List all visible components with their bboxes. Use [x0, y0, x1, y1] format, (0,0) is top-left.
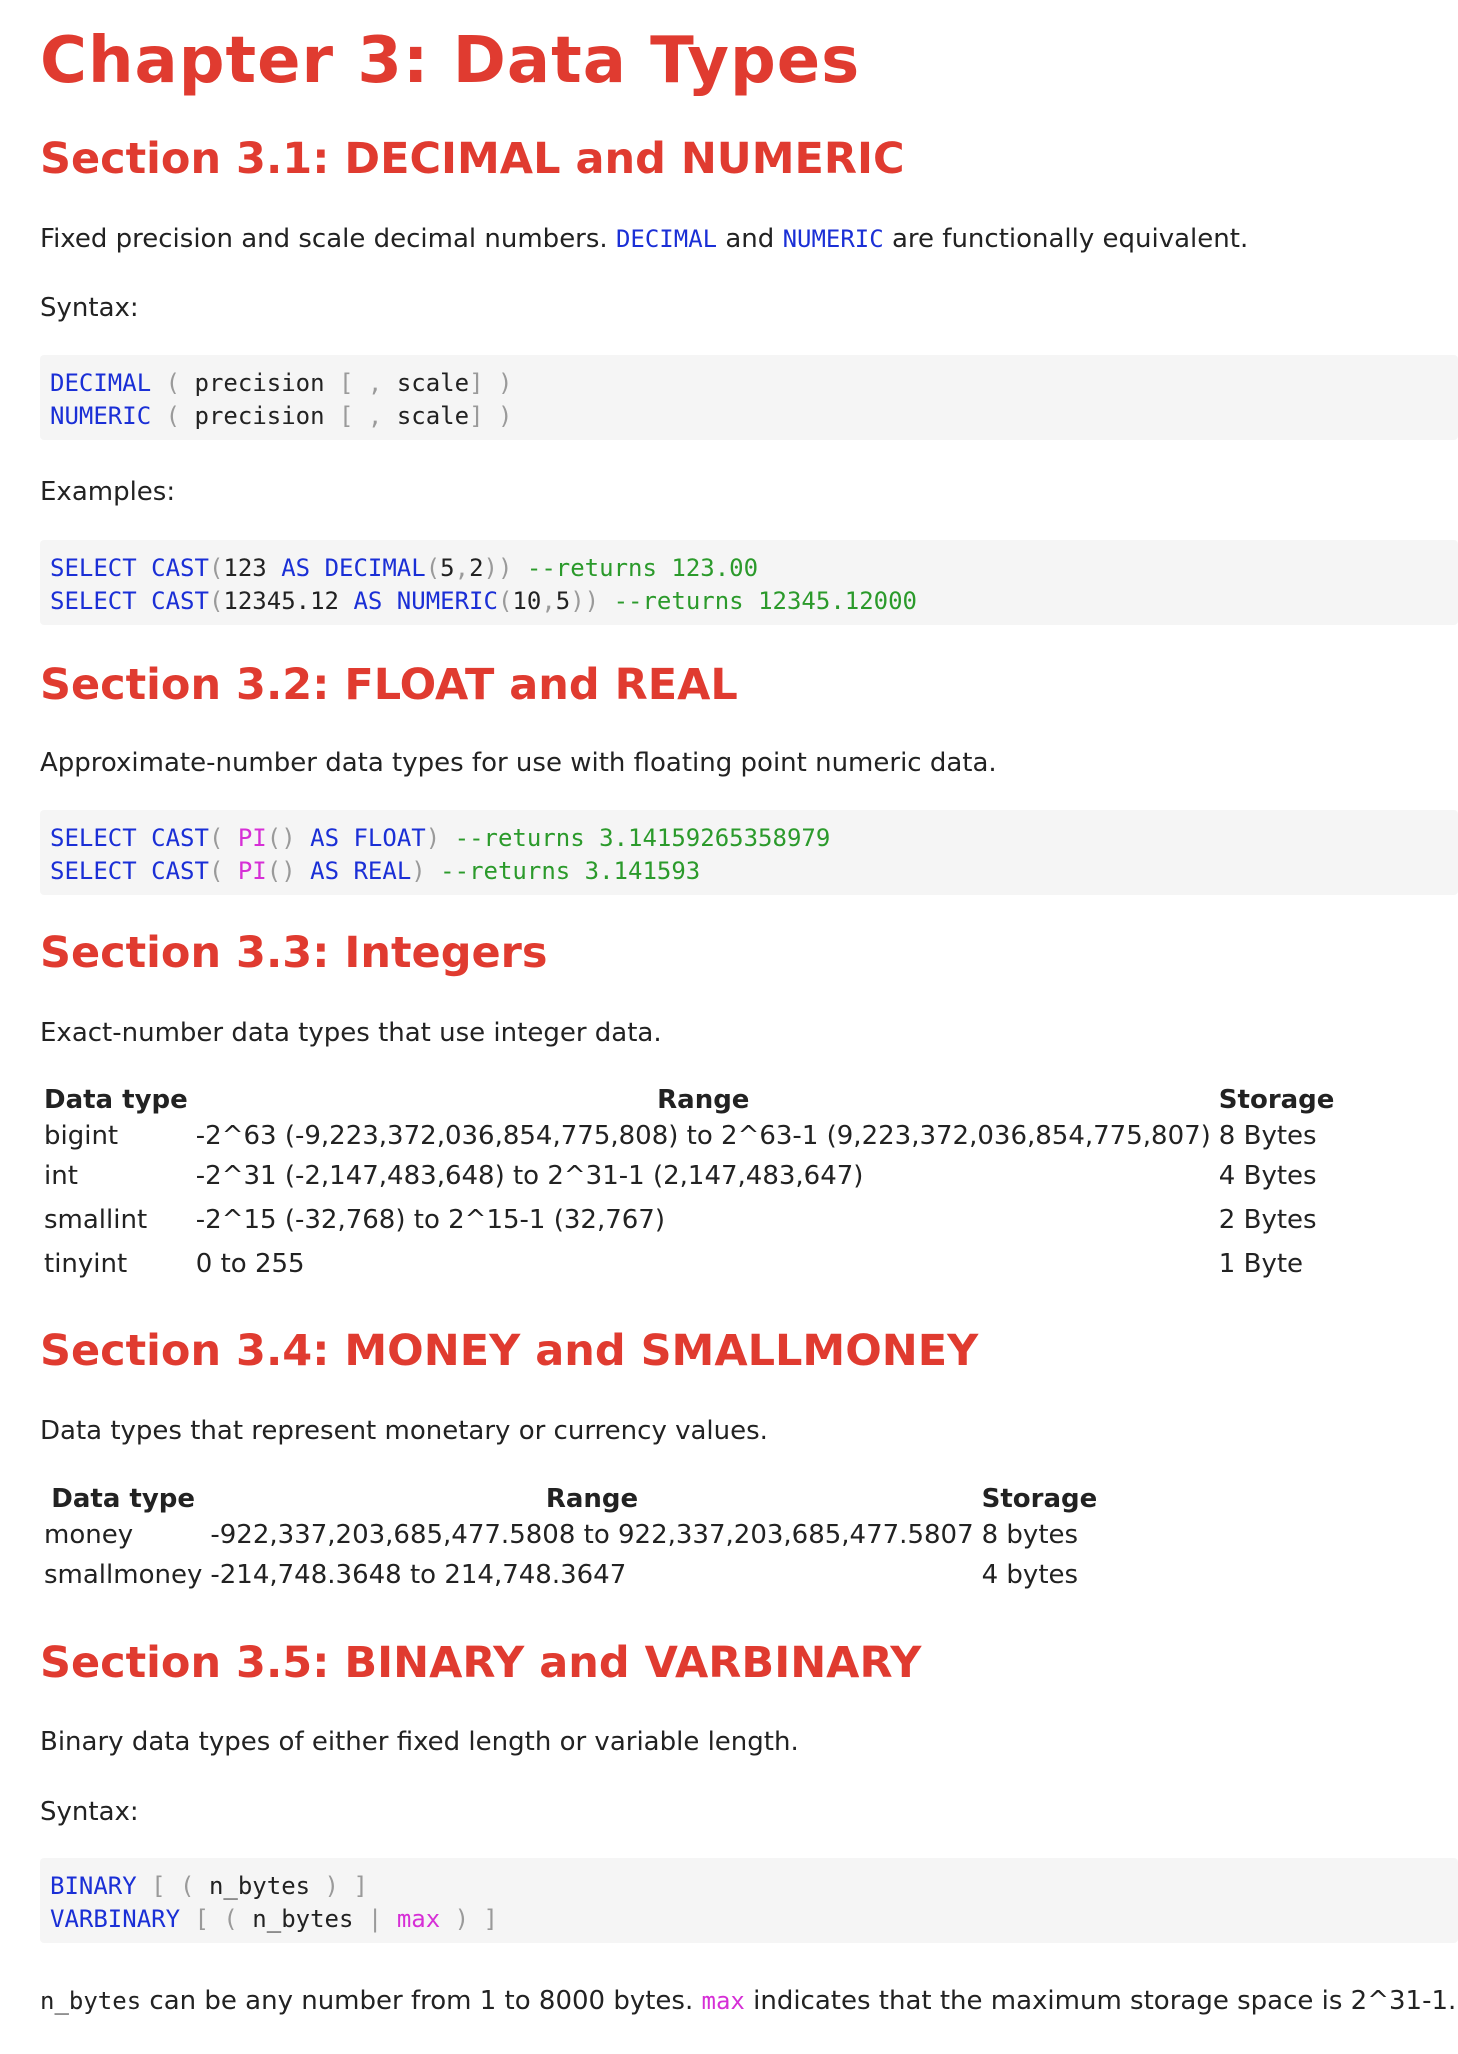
code-comment: --returns 3.141593	[425, 857, 701, 885]
cell-type: bigint	[44, 1121, 119, 1151]
syntax-label: Syntax:	[40, 1797, 139, 1827]
code-line	[50, 822, 1458, 855]
code-line	[50, 400, 1458, 433]
code-punct: [ (	[180, 1905, 253, 1933]
code-keyword: AS NUMERIC	[339, 587, 498, 615]
code-arg: scale	[396, 369, 470, 397]
cell-type: smallint	[44, 1205, 148, 1235]
code-punct: [ (	[136, 1872, 209, 1900]
header-data-type: Data type	[44, 1085, 188, 1115]
code-line	[50, 367, 1458, 400]
code-arg: precision	[194, 402, 325, 430]
code-punct: )	[411, 857, 426, 885]
table-header-row	[40, 1481, 1101, 1517]
code-punct: [ ,	[324, 369, 397, 397]
intro-text: and	[717, 224, 783, 254]
code-punct: ()	[266, 824, 296, 852]
code-number: 5	[555, 587, 571, 615]
code-line	[50, 1903, 1458, 1936]
binary-syntax-code-block	[40, 1858, 1458, 1943]
code-keyword: DECIMAL	[50, 369, 152, 397]
code-number: 123	[223, 554, 267, 582]
inline-code-max: max	[701, 1987, 745, 2015]
cell-range: -922,337,203,685,477.5808 to 922,337,203,685,477.5807	[210, 1520, 974, 1550]
header-range: Range	[657, 1085, 750, 1115]
intro-text: are functionally equivalent.	[883, 224, 1249, 254]
header-range: Range	[545, 1484, 639, 1514]
code-punct: ) ]	[310, 1872, 368, 1900]
syntax-label: Syntax:	[40, 293, 139, 323]
code-line	[50, 585, 1458, 618]
examples-label: Examples:	[40, 477, 176, 507]
section-title-3-2: Section 3.2: FLOAT and REAL	[40, 660, 738, 710]
table-row	[40, 1553, 1101, 1597]
code-line	[50, 552, 1458, 585]
code-number: 5	[440, 554, 455, 582]
float-code-block	[40, 810, 1458, 895]
code-punct: ,	[454, 554, 470, 582]
code-function: PI	[237, 857, 267, 885]
cell-range: -214,748.3648 to 214,748.3647	[210, 1560, 627, 1590]
code-comment: --returns 123.00	[512, 554, 759, 582]
code-arg: precision	[194, 369, 325, 397]
code-keyword: AS DECIMAL	[266, 554, 426, 582]
table-header-row	[40, 1082, 1338, 1118]
code-punct: (	[208, 824, 238, 852]
code-max: max	[396, 1905, 441, 1933]
code-line	[50, 855, 1458, 888]
syntax-code-block	[40, 355, 1458, 440]
intro-text: Fixed precision and scale decimal numbers.	[40, 224, 616, 254]
examples-code-block	[40, 540, 1458, 625]
note-text: can be any number from 1 to 8000 bytes.	[141, 1986, 702, 2016]
code-keyword: SELECT CAST	[50, 824, 209, 852]
inline-code-decimal: DECIMAL	[615, 225, 718, 253]
cell-storage: 2 Bytes	[1218, 1205, 1317, 1235]
code-punct: )	[425, 824, 441, 852]
cell-storage: 8 Bytes	[1218, 1121, 1317, 1151]
code-punct: (	[425, 554, 441, 582]
code-punct: ))	[570, 587, 600, 615]
code-keyword: AS FLOAT	[295, 824, 426, 852]
code-keyword: AS REAL	[295, 857, 412, 885]
cell-type: money	[44, 1520, 134, 1550]
cell-type: tinyint	[44, 1249, 128, 1279]
header-storage: Storage	[981, 1484, 1098, 1514]
code-punct: (	[208, 554, 224, 582]
table-row	[40, 1517, 1101, 1553]
section-title-3-3: Section 3.3: Integers	[40, 928, 548, 978]
code-punct: |	[353, 1905, 397, 1933]
cell-range: -2^63 (-9,223,372,036,854,775,808) to 2^63-1 (9,223,372,036,854,775,807)	[195, 1121, 1211, 1151]
inline-code-n-bytes: n_bytes	[40, 1987, 142, 2015]
code-punct: ,	[541, 587, 556, 615]
code-number: 10	[512, 587, 542, 615]
binary-note	[40, 1986, 1456, 2016]
cell-storage: 4 Bytes	[1218, 1161, 1317, 1191]
code-punct: ] )	[469, 369, 513, 397]
code-function: PI	[237, 824, 267, 852]
section-3-4-intro: Data types that represent monetary or currency values.	[40, 1416, 768, 1446]
code-comment: --returns 12345.12000	[599, 587, 918, 615]
cell-range: 0 to 255	[195, 1249, 305, 1279]
cell-range: -2^31 (-2,147,483,648) to 2^31-1 (2,147,483,647)	[195, 1161, 864, 1191]
header-storage: Storage	[1218, 1085, 1335, 1115]
code-arg: n_bytes	[252, 1905, 354, 1933]
code-punct: ] )	[469, 402, 513, 430]
code-line	[50, 1870, 1458, 1903]
code-keyword: SELECT CAST	[50, 554, 209, 582]
inline-code-numeric: NUMERIC	[782, 225, 884, 253]
code-punct: [ ,	[324, 402, 397, 430]
code-punct: (	[151, 402, 195, 430]
code-keyword: BINARY	[50, 1872, 137, 1900]
cell-storage: 8 bytes	[981, 1520, 1079, 1550]
table-row	[40, 1154, 1338, 1198]
code-keyword: SELECT CAST	[50, 857, 209, 885]
section-title-3-5: Section 3.5: BINARY and VARBINARY	[40, 1638, 922, 1688]
section-title-3-1: Section 3.1: DECIMAL and NUMERIC	[40, 134, 905, 184]
code-keyword: SELECT CAST	[50, 587, 209, 615]
money-table	[40, 1481, 1101, 1597]
section-title-3-4: Section 3.4: MONEY and SMALLMONEY	[40, 1326, 979, 1376]
code-punct: (	[151, 369, 195, 397]
code-number: 2	[469, 554, 484, 582]
code-arg: n_bytes	[208, 1872, 311, 1900]
cell-type: int	[44, 1161, 78, 1191]
table-row	[40, 1198, 1338, 1242]
header-data-type: Data type	[51, 1484, 196, 1514]
code-arg: scale	[396, 402, 470, 430]
code-keyword: VARBINARY	[50, 1905, 181, 1933]
code-number: 12345.12	[223, 587, 339, 615]
cell-storage: 4 bytes	[981, 1560, 1079, 1590]
integers-table	[40, 1082, 1338, 1286]
table-row	[40, 1118, 1338, 1154]
code-punct: (	[497, 587, 513, 615]
section-3-5-intro: Binary data types of either fixed length or variable length.	[40, 1727, 799, 1757]
code-comment: --returns 3.14159265358979	[440, 824, 831, 852]
code-punct: ) ]	[440, 1905, 498, 1933]
chapter-title: Chapter 3: Data Types	[40, 24, 861, 98]
cell-storage: 1 Byte	[1218, 1249, 1304, 1279]
code-punct: ))	[483, 554, 513, 582]
code-punct: (	[208, 587, 224, 615]
note-text: indicates that the maximum storage space is 2^31-1.	[744, 1986, 1457, 2016]
code-punct: (	[208, 857, 238, 885]
code-keyword: NUMERIC	[50, 402, 152, 430]
section-3-2-intro: Approximate-number data types for use with floating point numeric data.	[40, 748, 997, 778]
code-punct: ()	[266, 857, 296, 885]
cell-range: -2^15 (-32,768) to 2^15-1 (32,767)	[195, 1205, 665, 1235]
section-3-1-intro	[40, 224, 1248, 254]
cell-type: smallmoney	[44, 1560, 203, 1590]
table-row	[40, 1242, 1338, 1286]
section-3-3-intro: Exact-number data types that use integer data.	[40, 1018, 662, 1048]
